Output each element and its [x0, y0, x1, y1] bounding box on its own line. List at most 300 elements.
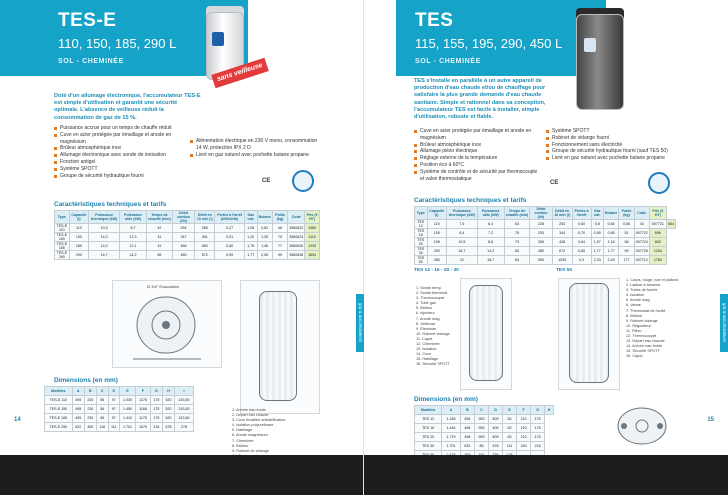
column-header: H — [162, 387, 174, 396]
legend-item: 14. Cuve — [416, 352, 432, 357]
legend-item: 9. Robinet de vidange — [232, 448, 269, 453]
legend-item: 3. Thermocouple — [416, 296, 445, 301]
table-cell: 580 — [195, 242, 215, 251]
feature-item: Système de contrôle et de sécurité par thermocouple et valve thermostatique — [414, 169, 542, 183]
table-cell: 609 — [488, 415, 502, 424]
legend-item: 5. Habillage — [232, 428, 253, 433]
table-cell: 3560622 — [288, 224, 305, 233]
column-header: Gaz nat. — [244, 211, 257, 224]
table-cell: TES-E 150 — [55, 233, 70, 242]
table-cell: 58 — [619, 238, 635, 247]
column-header: G — [150, 387, 162, 396]
column-header: D — [108, 387, 119, 396]
table-cell: 450 — [427, 256, 447, 265]
table-cell: 111 — [108, 423, 119, 432]
table-cell: 007722 — [634, 229, 649, 238]
table-cell: 953 — [474, 415, 488, 424]
table-cell: 520 — [162, 405, 174, 414]
table-row — [45, 396, 194, 405]
table-cell: 240 — [517, 442, 531, 451]
legend-item: 15. Habillage — [416, 357, 439, 362]
legend-item: 8. Brûleur — [626, 313, 643, 318]
table-cell: 97 — [108, 396, 119, 405]
column-header: I — [175, 387, 194, 396]
column-header: Capacité (l) — [427, 207, 447, 220]
legend-item: 4. Isolation — [626, 293, 645, 298]
column-header: E — [119, 387, 135, 396]
table-cell: 1.444 — [442, 424, 461, 433]
table-cell: 9,3 — [572, 256, 591, 265]
column-header: Pertes à l'arrêt (kWh/24h) — [215, 211, 245, 224]
legend-item: 1. Corps, rouge, noir et plafond — [626, 278, 679, 282]
table-cell: 228 — [530, 220, 552, 229]
legend-item: 8. Veilleuse — [416, 321, 436, 326]
feature-item: Alimentation électrique en 230 V mono, consommation 14 W, protection IPX 2 D — [190, 138, 320, 152]
column-header: Capacité (l) — [69, 211, 89, 224]
feature-item: Livré en gaz naturel avec pochette butane propane — [546, 155, 674, 162]
tech-table — [414, 206, 676, 265]
column-header: Débit en 10 min (l) — [195, 211, 215, 224]
table-cell: TES 12 — [415, 415, 442, 424]
product-title: TES — [415, 10, 454, 31]
front-view-icon — [113, 281, 221, 367]
table-cell: TES-E 110 — [55, 224, 70, 233]
table-cell: 400 — [84, 423, 96, 432]
table-cell: 520 — [162, 396, 174, 405]
feature-item: Brûleur atmosphérique inox — [414, 142, 542, 149]
table-cell: 83 — [503, 433, 517, 442]
column-header: G — [531, 406, 545, 415]
table-cell: 007721 — [649, 220, 666, 229]
table-cell: 1.450 — [119, 405, 135, 414]
column-header: Type — [55, 211, 70, 224]
table-cell: 0,82 — [257, 224, 272, 233]
table-cell: 007724 — [634, 238, 649, 247]
column-header: Butane — [257, 211, 272, 224]
table-cell: 155 — [427, 229, 447, 238]
table-cell: 230 — [84, 405, 96, 414]
table-cell: 678 — [488, 442, 502, 451]
features-list-a — [414, 128, 542, 182]
table-cell: 1,77 — [604, 247, 619, 256]
legend-item: 13. Départ eau chaude — [626, 339, 665, 344]
legend-item: 12. Thermocouple — [626, 334, 657, 339]
cutaway-legend-small — [416, 286, 460, 368]
column-header: Poids (kg) — [272, 211, 288, 224]
table-cell: 555 — [530, 256, 552, 265]
legend-item: 13. Isolation — [416, 347, 437, 352]
side-tab-left: gaz & accumulateurs — [356, 294, 364, 352]
table-cell: 1,07 — [591, 238, 604, 247]
column-header: C — [96, 387, 108, 396]
column-header: H — [545, 406, 554, 415]
table-cell: 1168 — [136, 405, 151, 414]
feature-item: Position éco à 60°C — [414, 162, 542, 169]
brand-logo-icon — [212, 32, 224, 46]
table-cell: 175 — [150, 414, 162, 423]
legend-item: 3. Cuve émaillée antivitrification — [232, 418, 286, 423]
quality-seal-icon — [292, 170, 314, 192]
table-cell: 1.030 — [119, 396, 135, 405]
table-cell: TES-E 110 — [45, 396, 73, 405]
table-cell: 1.410 — [119, 414, 135, 423]
column-header: B — [84, 387, 96, 396]
table-cell: 480 — [172, 251, 194, 260]
table-cell: 1,77 — [244, 251, 257, 260]
table-cell: 56 — [96, 405, 108, 414]
table-cell: TES-E 150 — [45, 405, 73, 414]
table-cell: 1,46 — [257, 242, 272, 251]
table-cell: 63 — [504, 220, 530, 229]
table-cell: 672 — [552, 247, 572, 256]
table-cell: 116 — [96, 423, 108, 432]
table-cell: 83 — [503, 415, 517, 424]
table-row — [415, 415, 554, 424]
table-cell: 0,84 — [572, 238, 591, 247]
table-cell: 150 — [69, 233, 89, 242]
table-row — [415, 256, 676, 265]
quality-seal-icon — [648, 172, 670, 194]
tech-section-title: Caractéristiques techniques et tarifs — [414, 197, 527, 204]
table-cell: 495 — [72, 405, 84, 414]
table-cell: 85 — [474, 442, 488, 451]
table-cell: 1780 — [649, 256, 666, 265]
table-cell: 175 — [531, 424, 545, 433]
column-header: C — [474, 406, 488, 415]
product-capacities: 115, 155, 195, 290, 450 L — [415, 36, 563, 51]
legend-item: 11. Piézo — [626, 328, 642, 333]
table-cell: 99 — [272, 251, 288, 260]
tank-cutaway-icon — [569, 283, 609, 383]
table-cell: 269 — [195, 224, 215, 233]
column-header: Puissance utile (kW) — [477, 207, 504, 220]
table-cell: 175 — [531, 433, 545, 442]
table-cell: 65 — [147, 251, 173, 260]
legend-item: 2. Départ eau chaude — [232, 413, 269, 418]
table-cell: TES 12 — [415, 220, 428, 229]
table-cell: 1.246 — [442, 415, 461, 424]
table-row — [415, 220, 676, 229]
legend-item: 6. Anode magnésium — [232, 433, 268, 438]
column-header: Puissance utile (kW) — [119, 211, 146, 224]
column-header: Temps de chauffe (min) — [147, 211, 173, 224]
drawing-label-small-models: TES 12 - 16 - 20 - 30 — [414, 268, 459, 273]
table-cell: 99 — [619, 247, 635, 256]
table-cell: 344 — [552, 229, 572, 238]
intro-text: TES s'installe en parallèle à un autre appareil de production d'eau chaude et/ou de chauffage pour satisfaire la plus grande demande d'eau chaude sanitaire. Simple et rationnel dans sa conception, l'accumulateur TES est facile à installer, simple d'utilisation, robuste et fiable. — [414, 78, 546, 121]
column-header: Code — [288, 211, 305, 224]
features-list-b — [190, 138, 320, 158]
column-header: Modèles — [415, 406, 442, 415]
table-cell: 3560628 — [288, 251, 305, 260]
table-cell: 3560624 — [288, 233, 305, 242]
feature-item: Allumage électronique avec sonde de ionisation — [54, 152, 186, 159]
table-cell: 0,56 — [619, 220, 635, 229]
table-cell: 0,89 — [591, 229, 604, 238]
table-cell: 632 — [460, 442, 474, 451]
feature-item: Groupe de sécurité hydraulique fourni (sauf TES 50) — [546, 148, 674, 155]
side-tab: gaz & accumulateurs — [720, 294, 728, 352]
column-header: Temps de chauffe (min) — [504, 207, 530, 220]
table-cell: 1254 — [649, 247, 666, 256]
legend-item: 9. Électrode — [416, 326, 437, 331]
table-cell: 1230 — [305, 242, 320, 251]
column-header: F — [517, 406, 531, 415]
table-cell: 0,85 — [604, 229, 619, 238]
table-cell: 1654 — [305, 251, 320, 260]
table-cell: 0,85 — [572, 247, 591, 256]
table-cell: 1.701 — [119, 423, 135, 432]
page-number: 14 — [14, 417, 21, 423]
table-cell: 175 — [531, 415, 545, 424]
table-cell: 1,08 — [244, 224, 257, 233]
legend-item: 2. Sonde thermost. — [416, 291, 449, 296]
table-cell: 1679 — [136, 423, 151, 432]
legend-item: 7. Anode mag. — [416, 316, 441, 321]
table-cell: 496 — [460, 433, 474, 442]
legend-item: 8. Brûleur — [232, 443, 249, 448]
table-cell: 216 — [150, 423, 162, 432]
legend-item: 10. Régulateur — [626, 323, 651, 328]
column-header: B — [460, 406, 474, 415]
table-cell: TES-E 185 — [45, 414, 73, 423]
top-view-drawing-icon — [614, 404, 670, 448]
cutaway-drawing — [240, 280, 320, 414]
table-row — [415, 247, 676, 256]
table-cell: 632 — [72, 423, 84, 432]
legend-item: 4. Tube gaz — [416, 301, 436, 306]
column-header: Puissance thermique (kW) — [89, 211, 120, 224]
table-cell: 175 — [150, 396, 162, 405]
table-cell: 79 — [272, 233, 288, 242]
intro-text: Doté d'un allumage électronique, l'accumulateur TES-E est simple d'utilisation et garantit une sécurité optimale. L'absence de veilleuse réduit la consommation de gaz de 15 %. — [54, 93, 201, 121]
table-cell: 1,30 — [257, 233, 272, 242]
table-cell: 210 — [517, 415, 531, 424]
table-cell: 175 — [150, 405, 162, 414]
table-cell: 1110 — [305, 233, 320, 242]
table-cell: 1080 — [305, 224, 320, 233]
table-cell: TES 30 — [415, 442, 442, 451]
table-cell: 0,60 — [572, 220, 591, 229]
legend-item: 9. Robinet vidange — [626, 318, 658, 323]
column-header: Type — [415, 207, 428, 220]
table-cell: 495 — [72, 414, 84, 423]
table-cell: 195 — [427, 238, 447, 247]
table-cell: 290 — [427, 247, 447, 256]
table-cell: 14,2 — [89, 233, 120, 242]
table-cell: 41 — [147, 242, 173, 251]
table-cell: 43 — [634, 220, 649, 229]
table-cell: 7,2 — [477, 229, 504, 238]
table-cell: 185 — [69, 242, 89, 251]
ce-mark-icon: CE — [262, 178, 271, 184]
product-capacities: 110, 150, 185, 290 L — [58, 36, 177, 51]
legend-item: 16. Capot — [626, 354, 643, 359]
table-cell: 428 — [552, 238, 572, 247]
table-cell: 110 — [69, 224, 89, 233]
legend-item: 12. Cheminée — [416, 342, 440, 347]
feature-item: Cuve en acier protégée par émaillage et anode en magnésium — [414, 128, 542, 142]
table-cell: 0,8 — [591, 220, 604, 229]
product-kicker: SOL - CHEMINÉE — [58, 58, 124, 65]
table-cell: 278 — [175, 423, 194, 432]
dimensions-section-title: Dimensions (en mm) — [414, 396, 478, 403]
table-row — [45, 423, 194, 432]
feature-item: Système SPOTT — [546, 128, 674, 135]
table-cell: 696 — [649, 229, 666, 238]
table-cell: TES 16 — [415, 424, 442, 433]
table-cell: 12,1 — [119, 242, 146, 251]
table-cell: 14,0 — [89, 242, 120, 251]
table-cell: 115 — [427, 220, 447, 229]
table-cell: 253 — [552, 220, 572, 229]
feature-item: Allumage piézo électrique — [414, 148, 542, 155]
table-cell: 0,84 — [604, 220, 619, 229]
table-row — [45, 405, 194, 414]
table-cell: 56 — [96, 414, 108, 423]
table-cell: TES 20 — [415, 238, 428, 247]
cutaway-drawing-small — [460, 278, 512, 390]
table-cell: 75 — [504, 229, 530, 238]
tank-cutaway-icon — [259, 291, 297, 401]
table-cell: 290 — [69, 251, 89, 260]
table-cell: 305 — [530, 238, 552, 247]
column-header: Poids (kg) — [619, 207, 635, 220]
column-header: F — [136, 387, 151, 396]
water-heater-photo — [570, 8, 630, 118]
legend-item: 1. Sonde temp. — [416, 286, 442, 290]
table-cell: 8,4 — [447, 229, 478, 238]
table-cell: 495 — [72, 396, 84, 405]
dimensions-table — [414, 405, 554, 460]
legend-item: 6. Vanne — [626, 303, 641, 308]
feature-item: Brûleur atmosphérique inox — [54, 145, 186, 152]
tank-cutaway-icon — [469, 285, 503, 381]
feature-item: Fonctionnement sans électricité — [546, 142, 674, 149]
table-cell: 253 — [530, 229, 552, 238]
table-row — [415, 433, 554, 442]
table-cell: 77 — [272, 242, 288, 251]
table-cell: 1175 — [136, 396, 151, 405]
table-cell: 2,49 — [604, 256, 619, 265]
page-footer-band — [0, 455, 363, 495]
table-cell: 0,59 — [215, 251, 245, 260]
table-cell: 42 — [147, 224, 173, 233]
legend-item: 5. Anode mag. — [626, 298, 651, 303]
legend-item: 7. Thermostat de l'unité — [626, 308, 666, 313]
front-view-drawing — [112, 280, 222, 368]
column-header: Débit continu (l/h) — [172, 211, 194, 224]
tech-table — [54, 210, 320, 260]
table-cell: 609 — [488, 424, 502, 433]
table-cell: 496 — [460, 424, 474, 433]
table-cell: 84 — [504, 256, 530, 265]
table-cell: 678 — [162, 423, 174, 432]
table-row — [55, 233, 320, 242]
table-cell: 491 — [195, 233, 215, 242]
feature-item: Groupe de sécurité hydraulique fourni — [54, 173, 186, 180]
table-cell: 73 — [504, 238, 530, 247]
product-title: TES-E — [58, 10, 117, 31]
column-header: Prix (€ HT) — [649, 207, 666, 220]
table-cell: 520 — [162, 414, 174, 423]
table-cell: 347 — [172, 233, 194, 242]
legend-item: 6. Injecteur — [416, 311, 435, 316]
table-row — [55, 251, 320, 260]
column-header: Modèles — [45, 387, 73, 396]
legend-item: 16. Sécurité SPOTT — [416, 362, 450, 367]
column-header: Pertes à l'arrêt — [572, 207, 591, 220]
cutaway-legend-large — [626, 278, 688, 360]
table-cell: 12,3 — [119, 233, 146, 242]
table-cell: 83 — [503, 424, 517, 433]
table-cell: TES-E 185 — [55, 242, 70, 251]
table-cell: 14,2 — [119, 251, 146, 260]
column-header: D — [488, 406, 502, 415]
table-cell: 97 — [108, 405, 119, 414]
features-list-b — [546, 128, 674, 162]
table-cell: 14,2 — [477, 247, 504, 256]
table-cell: 672 — [195, 251, 215, 260]
table-cell: 496 — [460, 415, 474, 424]
page-footer-band — [364, 455, 728, 495]
table-cell: 41 — [147, 233, 173, 242]
column-header: Prix (€ HT) — [305, 211, 320, 224]
table-cell: 1,16 — [604, 238, 619, 247]
table-cell: 953 — [474, 433, 488, 442]
table-cell: 243,50 — [175, 405, 194, 414]
table-cell: 3560626 — [288, 242, 305, 251]
table-cell: 8,7 — [119, 224, 146, 233]
legend-item: 2. Laisser à amorcer — [626, 283, 661, 288]
table-cell: 16,7 — [447, 247, 478, 256]
table-cell: 0,60 — [215, 242, 245, 251]
feature-item: Puissance accrue pour un temps de chauffe réduit — [54, 125, 186, 132]
table-cell: 0,51 — [215, 233, 245, 242]
tech-section-title: Caractéristiques techniques et tarifs — [54, 201, 167, 208]
brand-logo-icon — [584, 38, 596, 52]
legend-item: 3. Tubes de fumée — [626, 288, 658, 293]
table-cell: 254 — [172, 224, 194, 233]
column-header: Puissance thermique (kW) — [447, 207, 478, 220]
table-cell: 007726 — [634, 247, 649, 256]
table-cell: 468 — [172, 242, 194, 251]
cutaway-drawing-large — [558, 278, 620, 390]
no-pilot-ribbon: sans veilleuse — [211, 58, 269, 89]
feature-item: Robinet de vidange fourni — [546, 135, 674, 142]
feature-item: Cuve en acier protégée par émaillage et anode en magnésium — [54, 132, 186, 146]
page-number: 15 — [707, 417, 714, 423]
table-cell: 480 — [530, 247, 552, 256]
table-cell: 0,70 — [572, 229, 591, 238]
table-cell: 953 — [474, 424, 488, 433]
table-cell: 2,33 — [591, 256, 604, 265]
table-cell: 18,7 — [477, 256, 504, 265]
dimensions-section-title: Dimensions (en mm) — [54, 377, 118, 384]
table-cell: 16,7 — [89, 251, 120, 260]
table-cell: 609 — [488, 433, 502, 442]
table-cell: 177 — [619, 256, 635, 265]
column-header: Débit en 10 min (l) — [552, 207, 572, 220]
column-header: A — [72, 387, 84, 396]
table-cell: TES-E 290 — [55, 251, 70, 260]
table-cell: 22 — [447, 256, 478, 265]
table-cell: 230 — [84, 396, 96, 405]
table-row — [45, 414, 194, 423]
table-cell: 230 — [84, 414, 96, 423]
table-cell: 210 — [517, 433, 531, 442]
table-cell: TES 50 — [415, 256, 428, 265]
